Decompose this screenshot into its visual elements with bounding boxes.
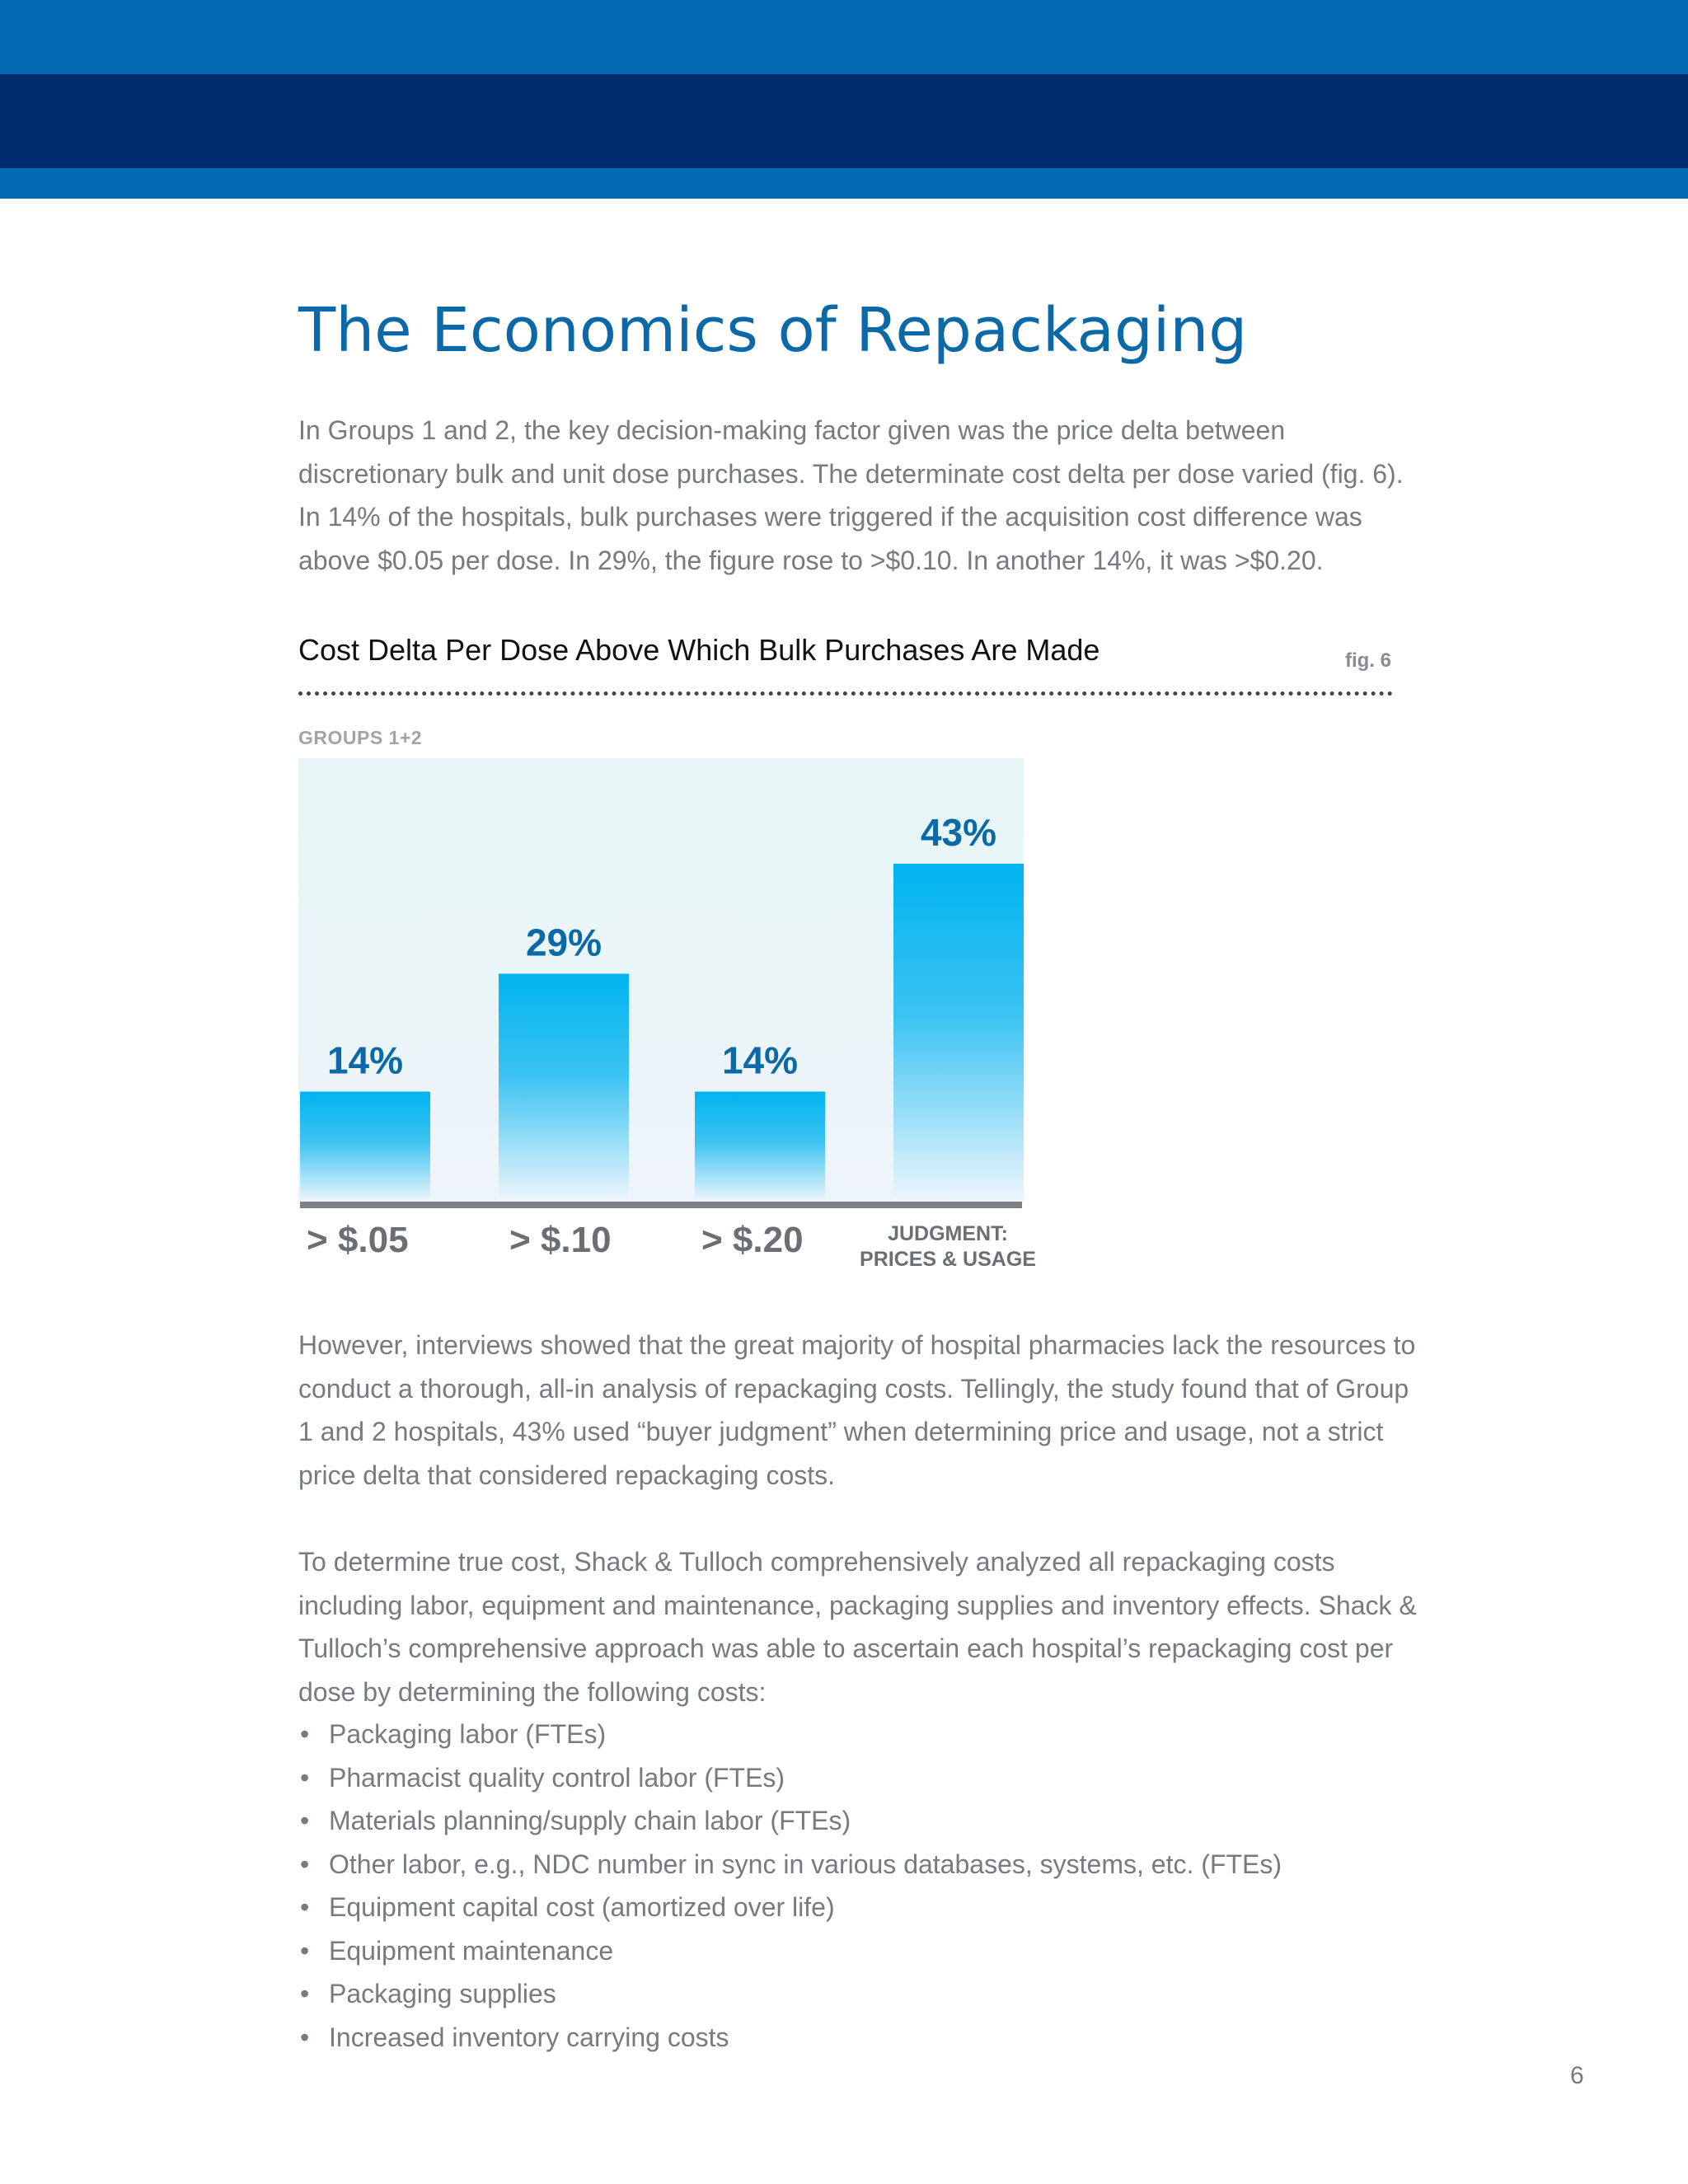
bullet-item [298, 2016, 1282, 2060]
bullet-text: Equipment maintenance [329, 1935, 614, 1966]
bullet-dot-icon: • [300, 1719, 310, 1749]
data-label-3: 14% [721, 1038, 799, 1082]
bullet-dot-icon: • [300, 1979, 310, 2008]
bullet-item [298, 1886, 1282, 1929]
category-label-1: > $.05 [307, 1220, 409, 1260]
category-label-line: PRICES & USAGE [860, 1248, 1036, 1271]
bullet-dot-icon: • [300, 1892, 310, 1922]
page-title: The Economics of Repackaging [298, 295, 1248, 366]
header-band-top [0, 0, 1688, 74]
bar-1 [300, 1092, 430, 1202]
bullet-item [298, 1756, 1282, 1800]
bullet-dot-icon: • [300, 1806, 310, 1835]
category-label-4 [857, 1221, 1039, 1272]
cost-bullet-list [298, 1713, 1282, 2059]
data-label-1: 14% [326, 1038, 404, 1082]
bullet-text: Increased inventory carrying costs [329, 2022, 729, 2052]
bullet-dot-icon: • [300, 1762, 310, 1793]
intro-paragraph: In Groups 1 and 2, the key decision-making factor given was the price delta between discretionary bulk and unit dose purchases. The determinate cost delta per dose varied (fig. 6). In 14% of the hospitals, bulk purchases were triggered if the acquisition cost difference was above $0.05 per dose. In 29%, the figure rose to >$0.10. In another 14%, it was >$0.20. [298, 415, 1404, 575]
bar-3 [695, 1092, 825, 1202]
header-band-dark [0, 74, 1688, 168]
bar-4 [893, 864, 1024, 1202]
body-paragraph-2: However, interviews showed that the great majority of hospital pharmacies lack the resources to conduct a thorough, all-in analysis of repackaging costs. Tellingly, the study found that of Group 1 and 2 hospitals, 43% used “buyer judgment” when determining price and usage, not a strict price delta that considered repackaging costs. [298, 1330, 1416, 1490]
data-label-4: 43% [920, 811, 997, 854]
bullet-item [298, 1972, 1282, 2016]
bullet-dot-icon: • [300, 1935, 310, 1966]
bullet-dot-icon: • [300, 1849, 310, 1879]
figure-label: fig. 6 [1345, 649, 1392, 672]
bullet-dot-icon: • [300, 2022, 310, 2052]
body-paragraph-3: To determine true cost, Shack & Tulloch comprehensively analyzed all repackaging costs including labor, equipment and maintenance, packaging supplies and inventory effects. Shack & Tulloch’s comprehensive approach was able to ascertain each hospital’s repackaging cost per dose by determining the following costs: [298, 1547, 1417, 1707]
figure-title: Cost Delta Per Dose Above Which Bulk Purchases Are Made [298, 633, 1100, 667]
bullet-item [298, 1929, 1282, 1973]
category-label-2: > $.10 [509, 1220, 612, 1260]
bullet-text: Materials planning/supply chain labor (FTEs) [329, 1806, 851, 1835]
groups-label: GROUPS 1+2 [298, 727, 423, 748]
bullet-item [298, 1713, 1282, 1756]
bullet-text: Pharmacist quality control labor (FTEs) [329, 1762, 785, 1793]
bullet-text: Equipment capital cost (amortized over life) [329, 1892, 835, 1922]
bullet-text: Packaging supplies [329, 1979, 556, 2008]
bullet-item [298, 1843, 1282, 1886]
bullet-text: Packaging labor (FTEs) [329, 1719, 607, 1749]
x-axis-line [300, 1202, 1022, 1208]
page-number: 6 [1570, 2062, 1584, 2089]
figure-divider [298, 691, 1393, 696]
header-band-bottom [0, 168, 1688, 199]
bar-chart [298, 758, 1040, 1286]
bullet-text: Other labor, e.g., NDC number in sync in various databases, systems, etc. (FTEs) [329, 1849, 1282, 1879]
category-label-line: JUDGMENT: [888, 1222, 1008, 1245]
category-label-3: > $.20 [701, 1220, 804, 1260]
data-label-2: 29% [525, 921, 603, 964]
bar-2 [499, 973, 629, 1202]
bullet-item [298, 1799, 1282, 1843]
